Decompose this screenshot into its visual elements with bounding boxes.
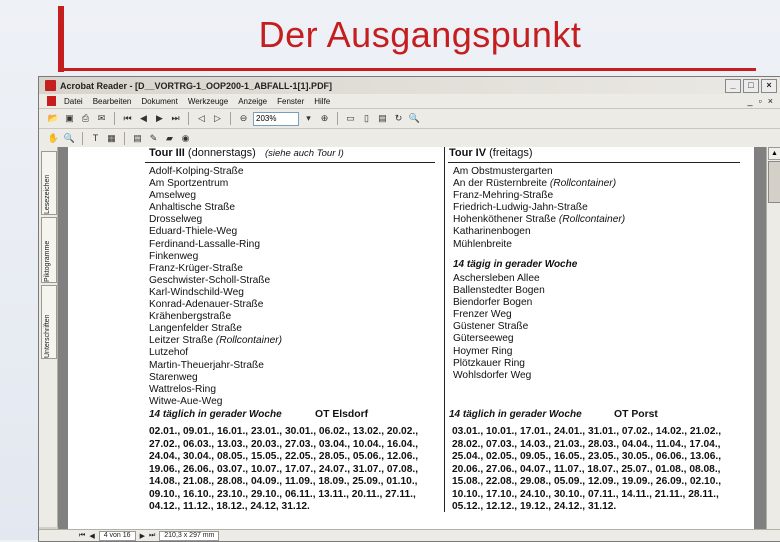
vertical-scrollbar[interactable] <box>766 147 780 530</box>
street-item: Adolf-Kolping-Straße <box>149 166 244 177</box>
fit-width-icon[interactable]: ▤ <box>378 113 387 123</box>
street-item: Frenzer Weg <box>453 309 512 321</box>
tour-iv-street-list <box>453 166 625 251</box>
street-item: Plötzkauer Ring <box>453 357 525 369</box>
street-item: Martin-Theuerjahr-Straße <box>149 359 264 371</box>
slide-title: Der Ausgangspunkt <box>258 14 582 55</box>
street-item: Finkenweg <box>149 250 199 262</box>
zoom-in-icon[interactable]: ⊕ <box>320 113 329 123</box>
zoom-out-icon[interactable]: ⊖ <box>239 113 248 123</box>
date-row: 02.01., 09.01., 16.01., 23.01., 30.01., 06.02., 13.02., 20.02., <box>149 426 419 437</box>
print-icon[interactable]: ⎙ <box>81 113 90 123</box>
prev-page-status-icon[interactable]: ◀ <box>89 532 95 540</box>
doc-restore-icon[interactable]: ▫ <box>758 96 762 106</box>
menu-werkzeuge[interactable]: Werkzeuge <box>187 96 229 106</box>
menu-hilfe[interactable]: Hilfe <box>314 96 331 106</box>
toolbar-separator <box>82 132 83 145</box>
street-item: Leitzer Straße (Rollcontainer) <box>149 335 283 347</box>
forward-icon[interactable]: ▷ <box>214 113 221 123</box>
acrobat-app-icon <box>45 80 56 91</box>
street-item: Langenfelder Straße <box>149 323 242 335</box>
save-icon[interactable]: ▣ <box>65 113 74 123</box>
watermark-area <box>0 75 40 540</box>
minimize-button[interactable]: _ <box>725 79 741 93</box>
street-item: Katharinenbogen <box>453 226 531 238</box>
actual-size-icon[interactable]: ▭ <box>346 113 355 123</box>
toolbar-separator <box>188 112 189 125</box>
date-row: 28.02., 07.03., 14.03., 21.03., 28.03., 04.04., 11.04., 17.04., <box>452 438 721 450</box>
next-page-icon[interactable]: ▶ <box>156 113 163 123</box>
open-icon[interactable]: 📂 <box>47 113 60 123</box>
find-icon[interactable]: 🔍 <box>408 113 421 123</box>
date-row: 05.12., 12.12., 19.12., 24.12., 31.12. <box>452 501 617 512</box>
back-icon[interactable]: ◁ <box>198 113 205 123</box>
date-row: 25.04., 02.05., 09.05., 16.05., 23.05., 30.05., 06.06., 13.06., <box>452 451 722 462</box>
last-page-icon[interactable]: ⏭ <box>171 113 180 123</box>
acrobat-window <box>38 76 780 542</box>
tour-iv-schedule: 14 täglich in gerader Woche <box>449 409 582 420</box>
street-item: Lutzehof <box>149 347 189 359</box>
street-item: An der Rüsternbreite (Rollcontainer) <box>453 178 617 190</box>
street-item: Friedrich-Ludwig-Jahn-Straße <box>453 202 588 214</box>
window-titlebar[interactable] <box>39 77 780 94</box>
tour-iii-dates <box>149 426 418 514</box>
last-page-status-icon[interactable]: ⏭ <box>148 531 156 539</box>
menu-datei[interactable]: Datei <box>64 96 83 106</box>
first-page-status-icon[interactable]: ⏮ <box>79 531 86 539</box>
stamp-tool-icon[interactable]: ◉ <box>181 133 190 143</box>
scroll-up-icon[interactable]: ▲ <box>768 147 780 160</box>
tour-iii-street-list <box>149 166 282 408</box>
street-item: Aschersleben Allee <box>453 273 540 284</box>
tab-unterschriften[interactable]: Unterschriften <box>41 285 57 359</box>
street-item: Franz-Krüger-Straße <box>149 262 243 274</box>
menu-bearbeiten[interactable]: Bearbeiten <box>92 96 132 106</box>
document-viewport[interactable] <box>58 147 766 530</box>
street-item: Krähenbergstraße <box>149 311 232 323</box>
street-item: Mühlenbreite <box>453 238 512 250</box>
page-size-indicator: 210,3 x 297 mm <box>159 531 219 541</box>
note-tool-icon[interactable]: ▤ <box>133 133 142 143</box>
prev-page-icon[interactable]: ◀ <box>140 113 147 123</box>
menu-dokument[interactable]: Dokument <box>141 96 178 106</box>
tour-iv-street-list-2 <box>453 273 545 382</box>
tour-iv-heading: Tour IV (freitags) <box>449 147 533 159</box>
menu-fenster[interactable]: Fenster <box>277 96 305 106</box>
street-item: Anhaltische Straße <box>149 202 236 214</box>
status-bar <box>39 529 780 541</box>
zoom-dropdown-icon[interactable]: ▾ <box>306 113 311 123</box>
street-item: Amselweg <box>149 190 196 202</box>
tab-lesezeichen[interactable]: Lesezeichen <box>41 151 57 215</box>
column-divider <box>444 147 445 512</box>
ot-elsdorf-label: OT Elsdorf <box>315 409 369 420</box>
street-item: Biendorfer Bogen <box>453 297 533 309</box>
toolbar-tools <box>39 129 780 149</box>
street-item: Hohenköthener Straße (Rollcontainer) <box>453 214 626 226</box>
date-row: 03.01., 10.01., 17.01., 24.01., 31.01., 07.02., 14.02., 21.02., <box>452 426 722 437</box>
slide-title-underline <box>64 68 756 71</box>
street-item: Witwe-Aue-Weg <box>149 395 223 407</box>
street-item: Franz-Mehring-Straße <box>453 190 554 202</box>
street-item: Am Obstmustergarten <box>453 166 553 177</box>
date-row: 09.10., 16.10., 23.10., 29.10., 06.11., 13.11., 20.11., 27.11., <box>149 488 416 500</box>
fit-page-icon[interactable]: ▯ <box>364 113 369 123</box>
tour-iii-heading-rule <box>145 162 435 163</box>
next-page-status-icon[interactable]: ▶ <box>139 532 145 540</box>
graphics-select-icon[interactable]: ▦ <box>107 133 116 143</box>
street-item: Drosselweg <box>149 214 203 226</box>
date-row: 27.02., 06.03., 13.03., 20.03., 27.03., 03.04., 10.04., 16.04., <box>149 438 419 450</box>
date-row: 04.12., 11.12., 18.12., 24.12, 31.12. <box>149 501 310 512</box>
toolbar-separator <box>114 112 115 125</box>
zoom-field[interactable]: 203% <box>253 112 299 126</box>
street-item: Karl-Windschild-Weg <box>149 286 244 298</box>
date-row: 19.06., 26.06., 03.07., 10.07., 17.07., 24.07., 31.07., 07.08., <box>149 463 419 475</box>
street-item: Güstener Straße <box>453 321 529 333</box>
side-tab-panel <box>39 147 58 527</box>
maximize-button[interactable]: □ <box>743 79 759 93</box>
tour-iv-heading-rule <box>448 162 740 163</box>
date-row: 20.06., 27.06., 04.07., 11.07., 18.07., 25.07., 01.08., 08.08., <box>452 463 721 475</box>
text-select-icon[interactable]: T <box>92 133 99 143</box>
date-row: 14.08., 21.08., 28.08., 04.09., 11.09., 18.09., 25.09., 01.10., <box>149 476 418 487</box>
date-row: 24.04., 30.04., 08.05., 15.05., 22.05., 28.05., 05.06., 12.06., <box>149 451 419 462</box>
rotate-icon[interactable]: ↻ <box>394 113 403 123</box>
street-item: Hoymer Ring <box>453 345 513 357</box>
document-icon[interactable] <box>47 96 56 106</box>
toolbar-separator <box>124 132 125 145</box>
menu-anzeige[interactable]: Anzeige <box>238 96 268 106</box>
date-row: 10.10., 17.10., 24.10., 30.10., 07.11., 14.11., 21.11., 28.11., <box>452 488 719 500</box>
street-item: Starenweg <box>149 371 198 383</box>
doc-minimize-icon[interactable]: _ <box>747 96 753 106</box>
tour-iii-heading: Tour III (donnerstags) (siehe auch Tour I) <box>149 147 344 159</box>
hand-tool-icon[interactable]: ✋ <box>47 133 60 143</box>
pdf-page <box>68 147 754 530</box>
zoom-tool-icon[interactable]: 🔍 <box>63 133 76 143</box>
street-item: Ballenstedter Bogen <box>453 285 545 297</box>
page-indicator[interactable]: 4 von 16 <box>99 531 136 541</box>
tour-iv-mid-schedule: 14 tägig in gerader Woche <box>453 259 578 270</box>
email-icon[interactable]: ✉ <box>97 113 106 123</box>
toolbar-separator <box>337 112 338 125</box>
street-item: Eduard-Thiele-Weg <box>149 226 238 238</box>
street-item: Wattrelos-Ring <box>149 383 216 395</box>
street-item: Wohlsdorfer Weg <box>453 369 532 381</box>
tour-iii-schedule: 14 täglich in gerader Woche <box>149 409 282 420</box>
toolbar-main <box>39 109 780 129</box>
ot-porst-label: OT Porst <box>614 409 658 420</box>
street-item: Ferdinand-Lassalle-Ring <box>149 238 260 250</box>
street-item: Am Sportzentrum <box>149 178 229 190</box>
scroll-thumb[interactable] <box>768 161 780 203</box>
tab-piktogramme[interactable]: Piktogramme <box>41 217 57 283</box>
pencil-tool-icon[interactable]: ✎ <box>149 133 158 143</box>
street-item: Geschwister-Scholl-Straße <box>149 274 271 286</box>
toolbar-separator <box>230 112 231 125</box>
highlight-tool-icon[interactable]: ▰ <box>166 133 173 143</box>
first-page-icon[interactable]: ⏮ <box>123 113 132 123</box>
window-title: Acrobat Reader - [D__VORTRG-1_OOP200-1_ABFALL-1[1].PDF] <box>60 80 333 91</box>
street-item: Konrad-Adenauer-Straße <box>149 299 264 311</box>
menu-bar <box>39 94 780 109</box>
close-button[interactable]: × <box>761 79 777 93</box>
date-row: 15.08., 22.08., 29.08., 05.09., 12.09., 19.09., 26.09., 02.10., <box>452 476 722 487</box>
street-item: Güterseeweg <box>453 333 514 345</box>
doc-close-icon[interactable]: × <box>767 96 773 106</box>
tour-iv-dates <box>452 426 721 514</box>
